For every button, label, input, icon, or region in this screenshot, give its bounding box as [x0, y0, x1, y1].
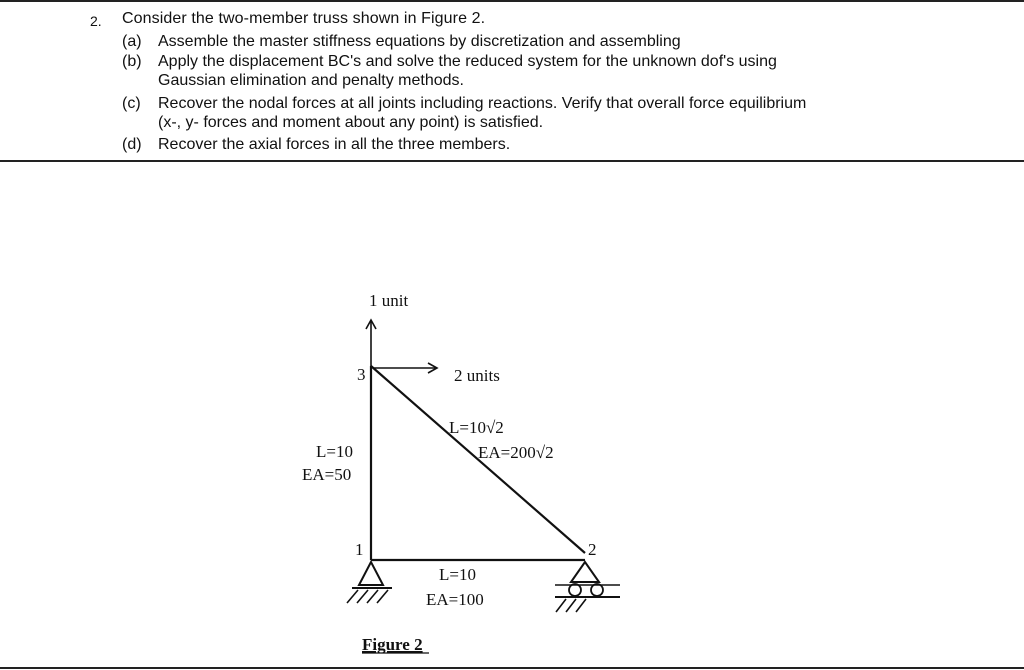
part-continuation: (x-, y- forces and moment about any point) is satisfied. — [158, 114, 544, 131]
figure-caption: Figure 2 — [362, 635, 423, 654]
question-number: 2. — [90, 13, 102, 29]
bottom-rule — [0, 667, 1024, 669]
part-label: (d) — [122, 136, 142, 153]
label-horizontal-load: 2 units — [454, 366, 500, 385]
part-label: (a) — [122, 33, 142, 50]
part-text: Assemble the master stiffness equations by discretization and assembling — [158, 33, 681, 50]
part-text: Apply the displacement BC's and solve the reduced system for the unknown dof's using — [158, 53, 777, 70]
vertical-member-ea: EA=50 — [302, 465, 352, 484]
part-label: (b) — [122, 53, 142, 70]
diagonal-member-ea: EA=200√2 — [478, 443, 554, 462]
pin-support-icon — [347, 562, 392, 603]
horizontal-member-length: L=10 — [439, 565, 476, 584]
diagonal-member-length: L=10√2 — [449, 418, 504, 437]
horizontal-member-ea: EA=100 — [426, 590, 484, 609]
node-2-label: 2 — [588, 540, 597, 559]
node-3-label: 3 — [357, 365, 366, 384]
roller-support-icon — [555, 562, 620, 612]
vertical-member-length: L=10 — [316, 442, 353, 461]
label-vertical-load: 1 unit — [369, 291, 409, 310]
node-1-label: 1 — [355, 540, 364, 559]
part-label: (c) — [122, 95, 141, 112]
problem-stem: Consider the two-member truss shown in Figure 2. — [122, 10, 486, 27]
part-continuation: Gaussian elimination and penalty methods. — [158, 72, 464, 89]
part-text: Recover the axial forces in all the three members. — [158, 136, 511, 153]
part-text: Recover the nodal forces at all joints including reactions. Verify that overall force equilibrium — [158, 95, 807, 112]
